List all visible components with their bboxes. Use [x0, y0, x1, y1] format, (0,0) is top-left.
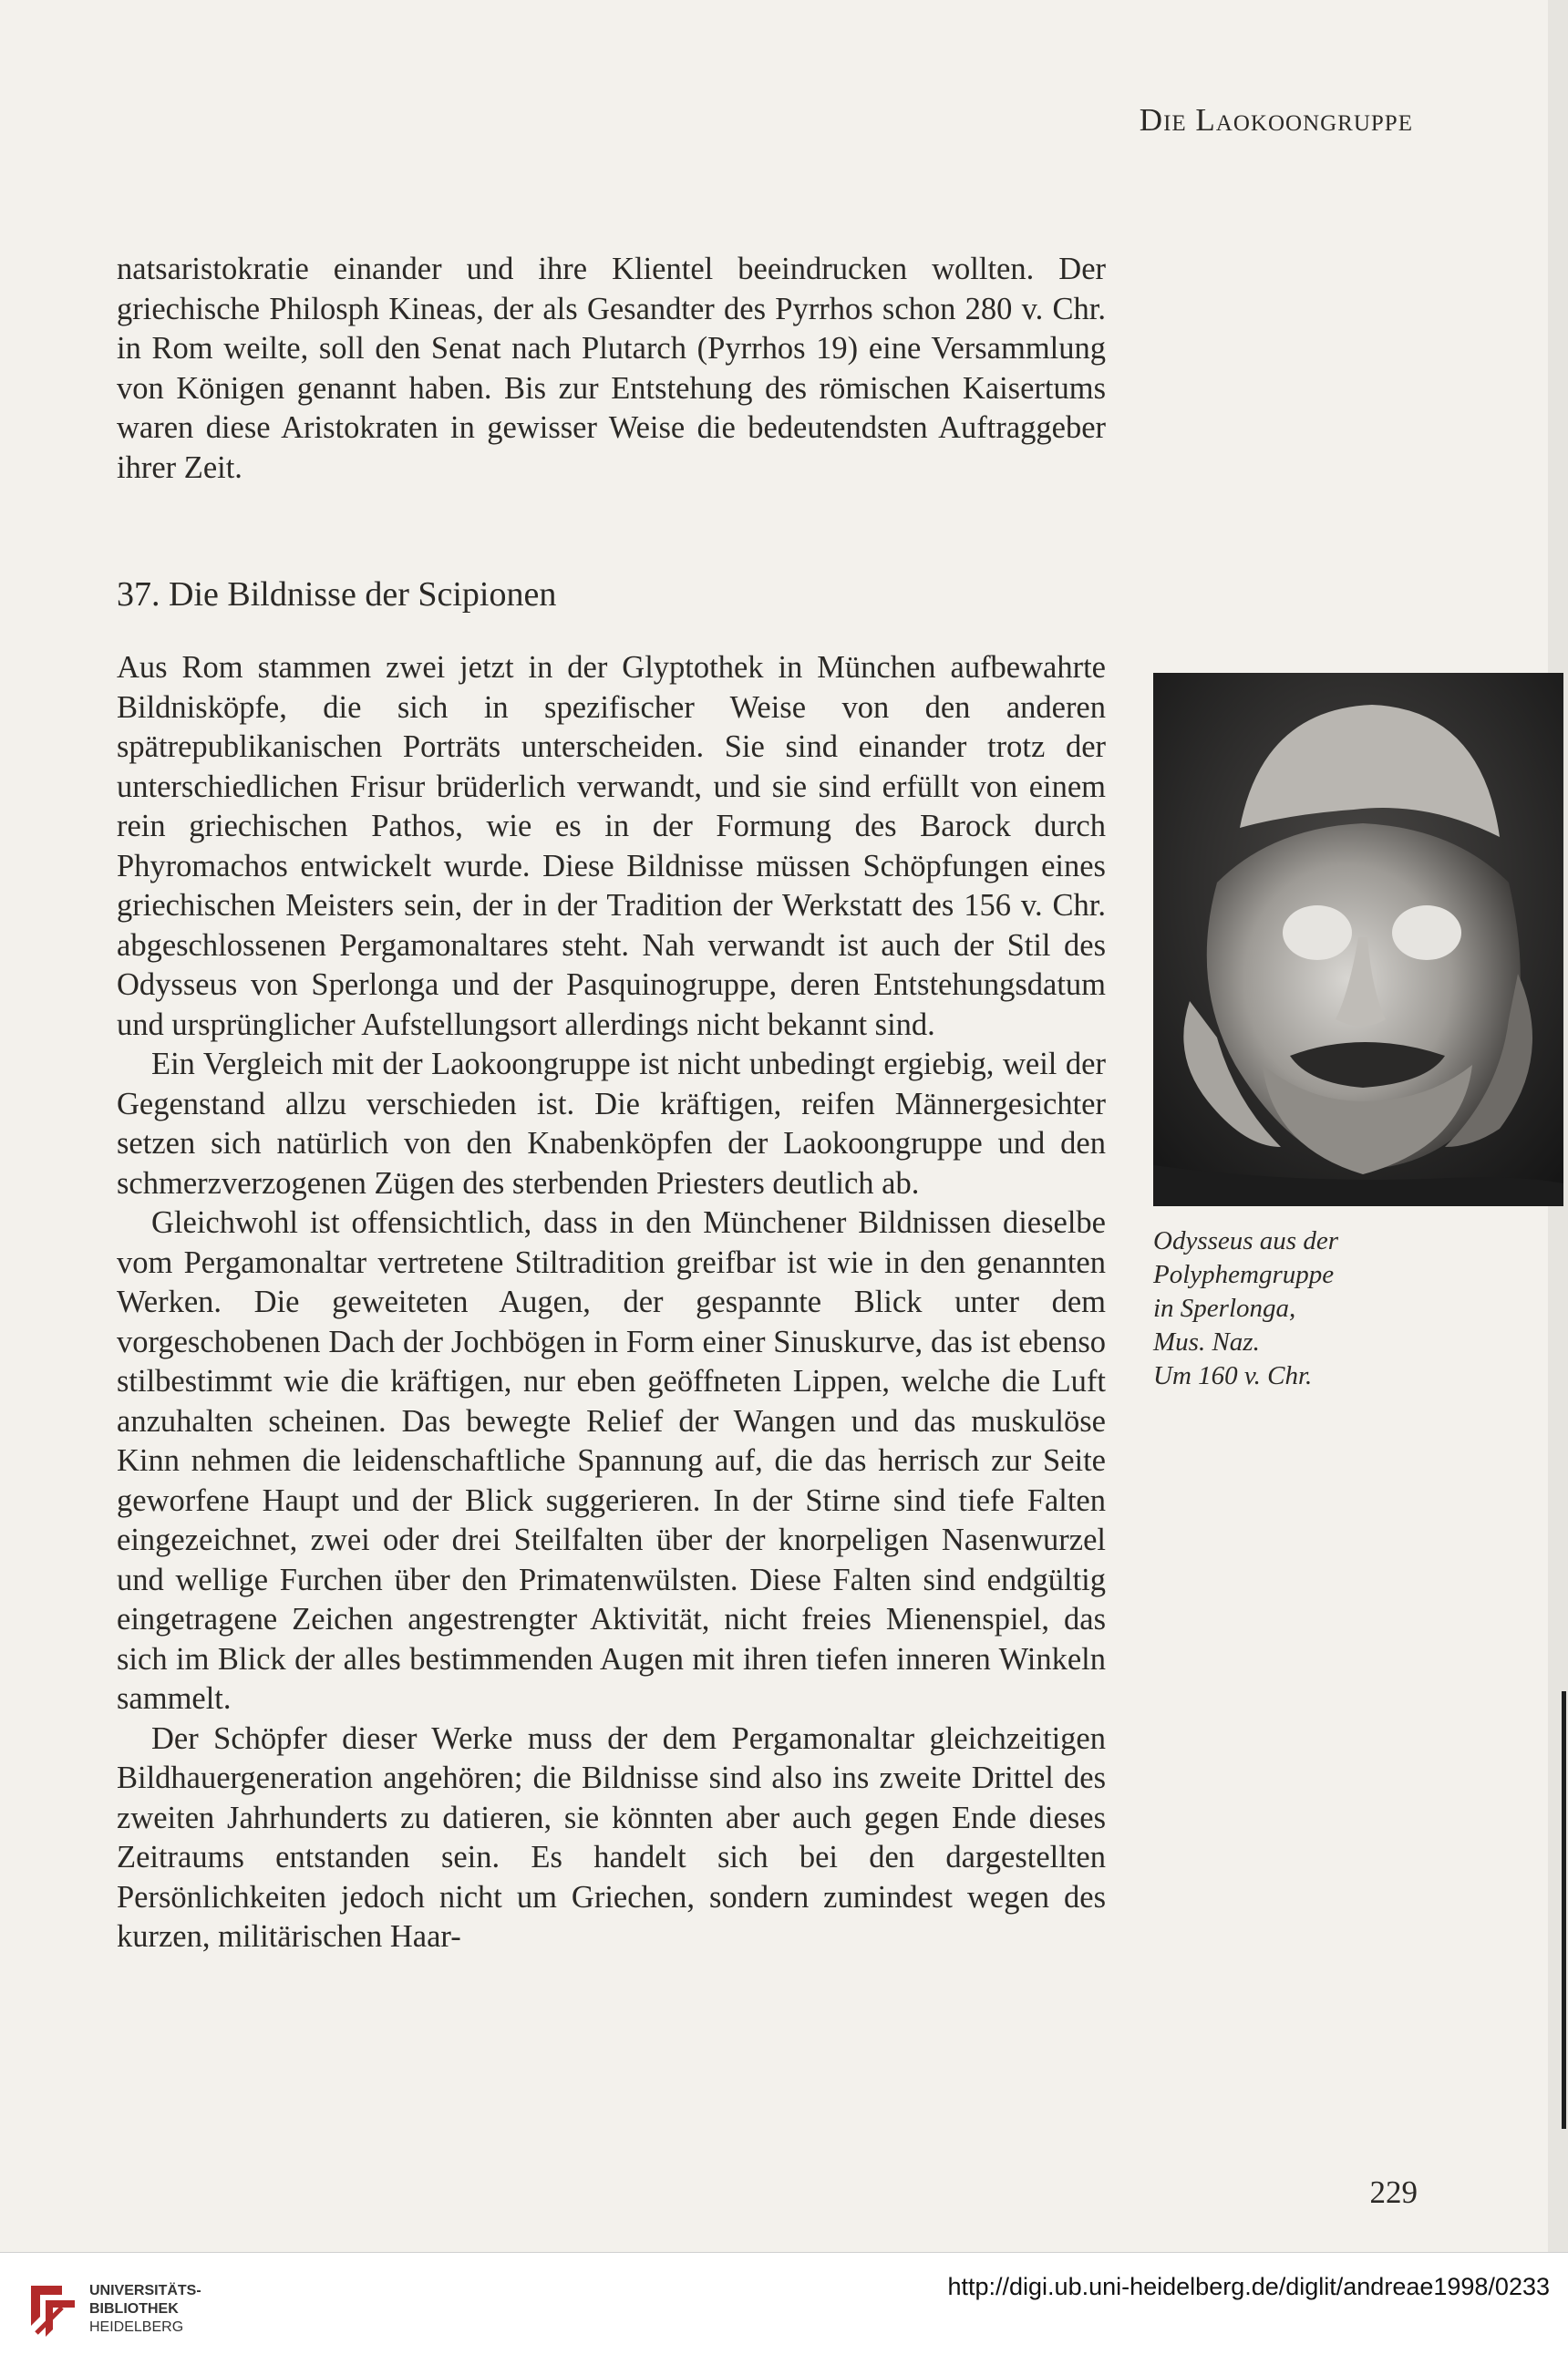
- caption-line: Um 160 v. Chr.: [1153, 1361, 1313, 1390]
- section-body: [117, 648, 1106, 1957]
- library-line: HEIDELBERG: [89, 2319, 184, 2335]
- sculpture-head-image: [1153, 673, 1563, 1206]
- section-heading: 37. Die Bildnisse der Scipionen: [117, 575, 557, 614]
- page-number: 229: [1369, 2174, 1418, 2210]
- body-paragraph-4: Der Schöpfer dieser Werke muss der dem Pergamonaltar gleichzeitigen Bildhauergeneration angehören; die Bildnisse sind also ins zweite Drittel des zweiten Jahrhunderts zu datieren, sie könnten aber auch gegen Ende dieses Zeitraums entstanden sein. Es handelt sich bei den dargestellten Persönlichkeiten jedoch nicht um Griechen, sondern zumindest wegen des kurzen, militärischen Haar-: [117, 1720, 1106, 1954]
- library-line: BIBLIOTHEK: [89, 2301, 179, 2317]
- figure-caption: [1153, 1224, 1399, 1393]
- body-paragraph-2: Ein Vergleich mit der Laokoongruppe ist nicht unbedingt ergiebig, weil der Gegenstand allzu verschieden ist. Die kräftigen, reifen Männergesichter setzen sich natürlich von den Knabenköpfen der Laokoongruppe und den schmerzverzogenen Zügen des sterbenden Priesters deutlich ab.: [117, 1047, 1106, 1201]
- caption-line: in Sperlonga,: [1153, 1294, 1296, 1323]
- library-line: UNIVERSITÄTS-: [89, 2283, 201, 2298]
- library-logo-icon: [26, 2280, 82, 2344]
- body-paragraph-1: Aus Rom stammen zwei jetzt in der Glyptothek in München aufbewahrte Bildnisköpfe, die sich in spezifischer Weise von den anderen spätrepublikanischen Porträts unterscheiden. Sie sind einander trotz der unterschiedlichen Frisur brüderlich verwandt, und sie sind erfüllt von einem rein griechischen Pathos, wie es in der Formung des Barock durch Phyromachos entwickelt wurde. Diese Bildnisse müssen Schöpfungen eines griechischen Meisters sein, der in der Tradition der Werkstatt des 156 v. Chr. abgeschlossenen Pergamonaltares steht. Nah verwandt ist auch der Stil des Odysseus von Sperlonga und der Pasquinogruppe, deren Entstehungsdatum und ursprünglicher Aufstellungsort allerdings nicht bekannt sind.: [117, 650, 1106, 1042]
- caption-line: Mus. Naz.: [1153, 1327, 1260, 1357]
- running-head: Die Laokoongruppe: [1139, 102, 1413, 138]
- footer-bar: [0, 2252, 1568, 2365]
- library-name: [89, 2282, 201, 2337]
- source-url-link[interactable]: http://digi.ub.uni-heidelberg.de/diglit/andreae1998/0233: [947, 2273, 1550, 2300]
- intro-paragraph: natsaristokratie einander und ihre Klientel beeindrucken wollten. Der griechische Philosph Kineas, der als Gesandter des Pyrrhos schon 280 v. Chr. in Rom weilte, soll den Senat nach Plutarch (Pyrrhos 19) eine Versammlung von Königen genannt haben. Bis zur Entstehung des römischen Kaisertums waren diese Aristokraten in gewisser Weise die bedeutendsten Auftraggeber ihrer Zeit.: [117, 252, 1106, 485]
- page-edge-mark: [1562, 1691, 1566, 2129]
- caption-line: Polyphemgruppe: [1153, 1260, 1335, 1289]
- caption-line: Odysseus aus der: [1153, 1226, 1338, 1255]
- body-paragraph-3: Gleichwohl ist offensichtlich, dass in den Münchener Bildnissen dieselbe vom Pergamonaltar vertretene Stiltradition greifbar ist wie in den genannten Werken. Die geweiteten Augen, der gespannte Blick unter dem vorgeschobenen Dach der Jochbögen in Form einer Sinuskurve, das ist ebenso stilbestimmt wie die kräftigen, nur eben geöffneten Lippen, welche die Luft anzuhalten scheinen. Das bewegte Relief der Wangen und das muskulöse Kinn nehmen die leidenschaftliche Spannung auf, die das herrisch zur Seite geworfene Haupt und der Blick suggerieren. In der Stirne sind tiefe Falten eingezeichnet, zwei oder drei Steilfalten über der knorpeligen Nasenwurzel und wellige Furchen über den Primatenwülsten. Diese Falten sind endgültig eingetragene Zeichen angestrengter Aktivität, nicht freies Mienenspiel, das sich im Blick der alles bestimmenden Augen mit ihren tiefen inneren Winkeln sammelt.: [117, 1205, 1106, 1716]
